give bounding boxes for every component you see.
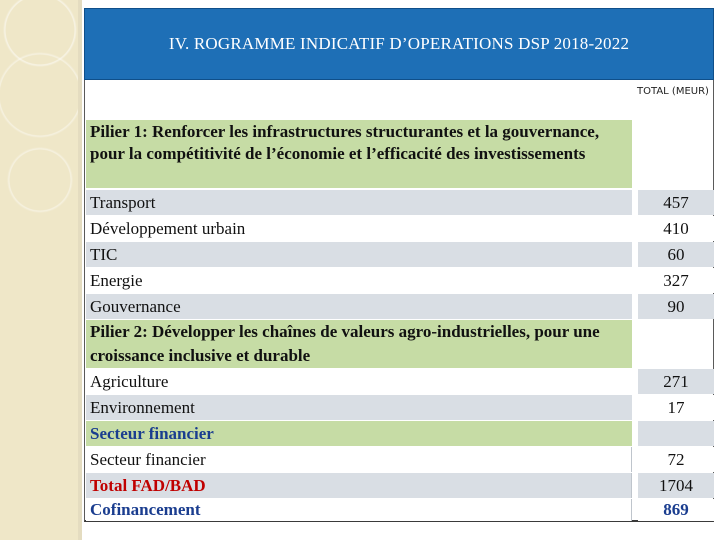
side-divider: [78, 0, 82, 540]
table-row-pilier-2: [86, 320, 714, 368]
row-label-agriculture: Agriculture: [86, 369, 632, 394]
row-value-gouvernance: 90: [638, 294, 714, 319]
row-value-secteur-financier: 72: [638, 447, 714, 472]
pillar-1-label: Pilier 1: Renforcer les infrastructures structurantes et la gouvernance, pour la compétitivité de l’économie et l’efficacité des investissements: [86, 120, 632, 188]
table-row: [86, 294, 714, 319]
row-value-secteur-financier-header: [638, 421, 714, 446]
pillar-2-value: [638, 320, 714, 368]
row-label-cofinancement: Cofinancement: [86, 499, 632, 521]
table-row-total: [86, 473, 714, 498]
row-value-energie: 327: [638, 268, 714, 293]
row-value-developpement-urbain: 410: [638, 216, 714, 241]
table-row: [86, 268, 714, 293]
row-value-total: 1704: [638, 473, 714, 498]
table-row: [86, 242, 714, 267]
pillar-1-value: [638, 120, 714, 188]
page-title: IV. ROGRAMME INDICATIF D’OPERATIONS DSP 2018-2022: [168, 34, 630, 53]
table-row-cofinancement: [86, 499, 714, 521]
row-label-secteur-financier: Secteur financier: [86, 447, 632, 472]
row-value-transport: 457: [638, 190, 714, 215]
row-label-total: Total FAD/BAD: [86, 473, 632, 498]
table-row: [86, 216, 714, 241]
row-value-cofinancement: 869: [638, 499, 714, 521]
row-label-tic: TIC: [86, 242, 632, 267]
decorative-side-strip: [0, 0, 78, 540]
row-label-transport: Transport: [86, 190, 632, 215]
row-label-secteur-financier-header: Secteur financier: [86, 421, 632, 446]
row-label-developpement-urbain: Développement urbain: [86, 216, 632, 241]
table-row: [86, 369, 714, 394]
row-value-tic: 60: [638, 242, 714, 267]
row-label-gouvernance: Gouvernance: [86, 294, 632, 319]
table-row-secteur-financier-header: [86, 421, 714, 446]
table-row: [86, 190, 714, 215]
row-value-environnement: 17: [638, 395, 714, 420]
row-label-environnement: Environnement: [86, 395, 632, 420]
table-row-pilier-1: [86, 120, 714, 188]
table-row: [86, 395, 714, 420]
pillar-2-label: Pilier 2: Développer les chaînes de valeurs agro-industrielles, pour une croissance inclusive et durable: [86, 320, 632, 368]
table-row: [86, 447, 714, 472]
title-banner: [84, 8, 714, 80]
row-value-agriculture: 271: [638, 369, 714, 394]
row-label-energie: Energie: [86, 268, 632, 293]
total-column-header: TOTAL (MEUR): [637, 86, 709, 97]
